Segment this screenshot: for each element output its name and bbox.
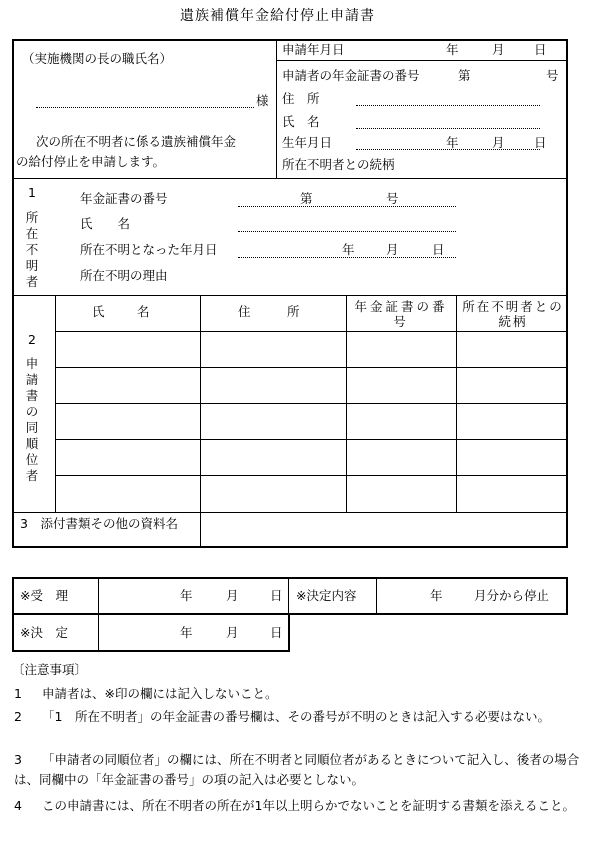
attachments-label: 3 添付書類その他の資料名 (20, 516, 178, 531)
note-text: 「1 所在不明者」の年金証書の番号欄は、その番号が不明のときは記入する必要はない。 (42, 709, 550, 724)
day-label: 日 (270, 588, 283, 603)
note-text: この申請書には、所在不明者の所在が1年以上明らかでないことを証明する書類を添えること。 (42, 798, 575, 813)
month-label: 月 (226, 588, 239, 603)
month-label: 月 (386, 242, 399, 257)
attachments-field[interactable] (202, 514, 566, 546)
note-item (14, 750, 584, 790)
column-header-name: 氏 名 (92, 304, 160, 319)
divider (12, 512, 568, 513)
day-label: 日 (270, 625, 283, 640)
missing-cert-label: 年金証書の番号 (80, 191, 168, 206)
missing-date-label: 所在不明となった年月日 (80, 242, 218, 257)
go-label: 号 (546, 68, 559, 83)
table-row[interactable] (55, 331, 568, 332)
table-row[interactable] (55, 475, 568, 476)
missing-reason-label: 所在不明の理由 (80, 268, 168, 283)
note-item (14, 707, 584, 727)
divider (288, 577, 289, 615)
day-label: 日 (534, 135, 547, 150)
addressee-field[interactable] (36, 107, 254, 108)
missing-name-field[interactable] (238, 231, 456, 232)
divider (200, 295, 201, 548)
applicant-cert-label: 申請者の年金証書の番号 (282, 68, 420, 83)
request-text: の給付停止を申請します。 (16, 154, 166, 169)
column-header-relation: 所在不明者との続柄 (462, 299, 564, 329)
note-number: 3 (14, 752, 22, 767)
relation-label: 所在不明者との続柄 (282, 157, 395, 172)
month-label: 月 (492, 135, 505, 150)
name-label: 氏 名 (282, 114, 320, 129)
section1-vertical-label: 所在不明者 (25, 210, 39, 289)
day-label: 日 (432, 242, 445, 257)
year-label: 年 (180, 625, 193, 640)
year-label: 年 (430, 588, 443, 603)
addressee-label: （実施機関の長の職氏名） (22, 51, 173, 66)
decision-content-label: ※決定内容 (296, 588, 357, 603)
note-item (14, 796, 584, 816)
application-date-label: 申請年月日 (282, 42, 345, 57)
year-label: 年 (446, 42, 459, 57)
year-label: 年 (446, 135, 459, 150)
sama-label: 様 (256, 93, 269, 108)
table-row[interactable] (55, 403, 568, 404)
note-number: 4 (14, 798, 22, 813)
note-text: 申請者は、※印の欄には記入しないこと。 (42, 686, 278, 701)
year-label: 年 (180, 588, 193, 603)
column-header-cert-number: 年金証書の番号 (354, 299, 448, 329)
birth-date-label: 生年月日 (282, 135, 333, 150)
decided-label: ※決 定 (20, 625, 68, 640)
address-label: 住 所 (282, 91, 320, 106)
note-item (14, 684, 584, 704)
note-number: 1 (14, 686, 22, 701)
dai-label: 第 (300, 191, 313, 206)
divider (276, 60, 568, 61)
table-row[interactable] (55, 439, 568, 440)
missing-date-field[interactable] (238, 257, 456, 258)
address-field[interactable] (356, 105, 540, 106)
month-label: 月 (226, 625, 239, 640)
name-field[interactable] (356, 128, 540, 129)
column-header-address: 住 所 (238, 304, 312, 319)
section2-vertical-label: 申請書の同順位者 (25, 356, 39, 483)
received-label: ※受 理 (20, 588, 68, 603)
missing-cert-field[interactable] (238, 206, 456, 207)
divider (12, 295, 568, 296)
year-label: 年 (342, 242, 355, 257)
month-label: 月 (492, 42, 505, 57)
dai-label: 第 (458, 68, 471, 83)
missing-name-label: 氏 名 (80, 216, 131, 231)
note-number: 2 (14, 709, 22, 724)
section2-number: 2 (28, 332, 36, 347)
section1-number: 1 (28, 185, 36, 200)
notes-heading: 〔注意事項〕 (12, 662, 88, 677)
divider (98, 577, 99, 652)
table-row[interactable] (55, 367, 568, 368)
day-label: 日 (534, 42, 547, 57)
page-title: 遺族補償年金給付停止申請書 (180, 8, 375, 24)
stop-text: 月分から停止 (474, 588, 550, 603)
request-text: 次の所在不明者に係る遺族補償年金 (36, 134, 237, 149)
divider (12, 178, 568, 179)
go-label: 号 (386, 191, 399, 206)
note-text: 「申請者の同順位者」の欄には、所在不明者と同順位者があるときについて記入し、後者の場合は、同欄中の「年金証書の番号」の項の記入は必要としない。 (14, 752, 580, 787)
divider (376, 577, 377, 615)
